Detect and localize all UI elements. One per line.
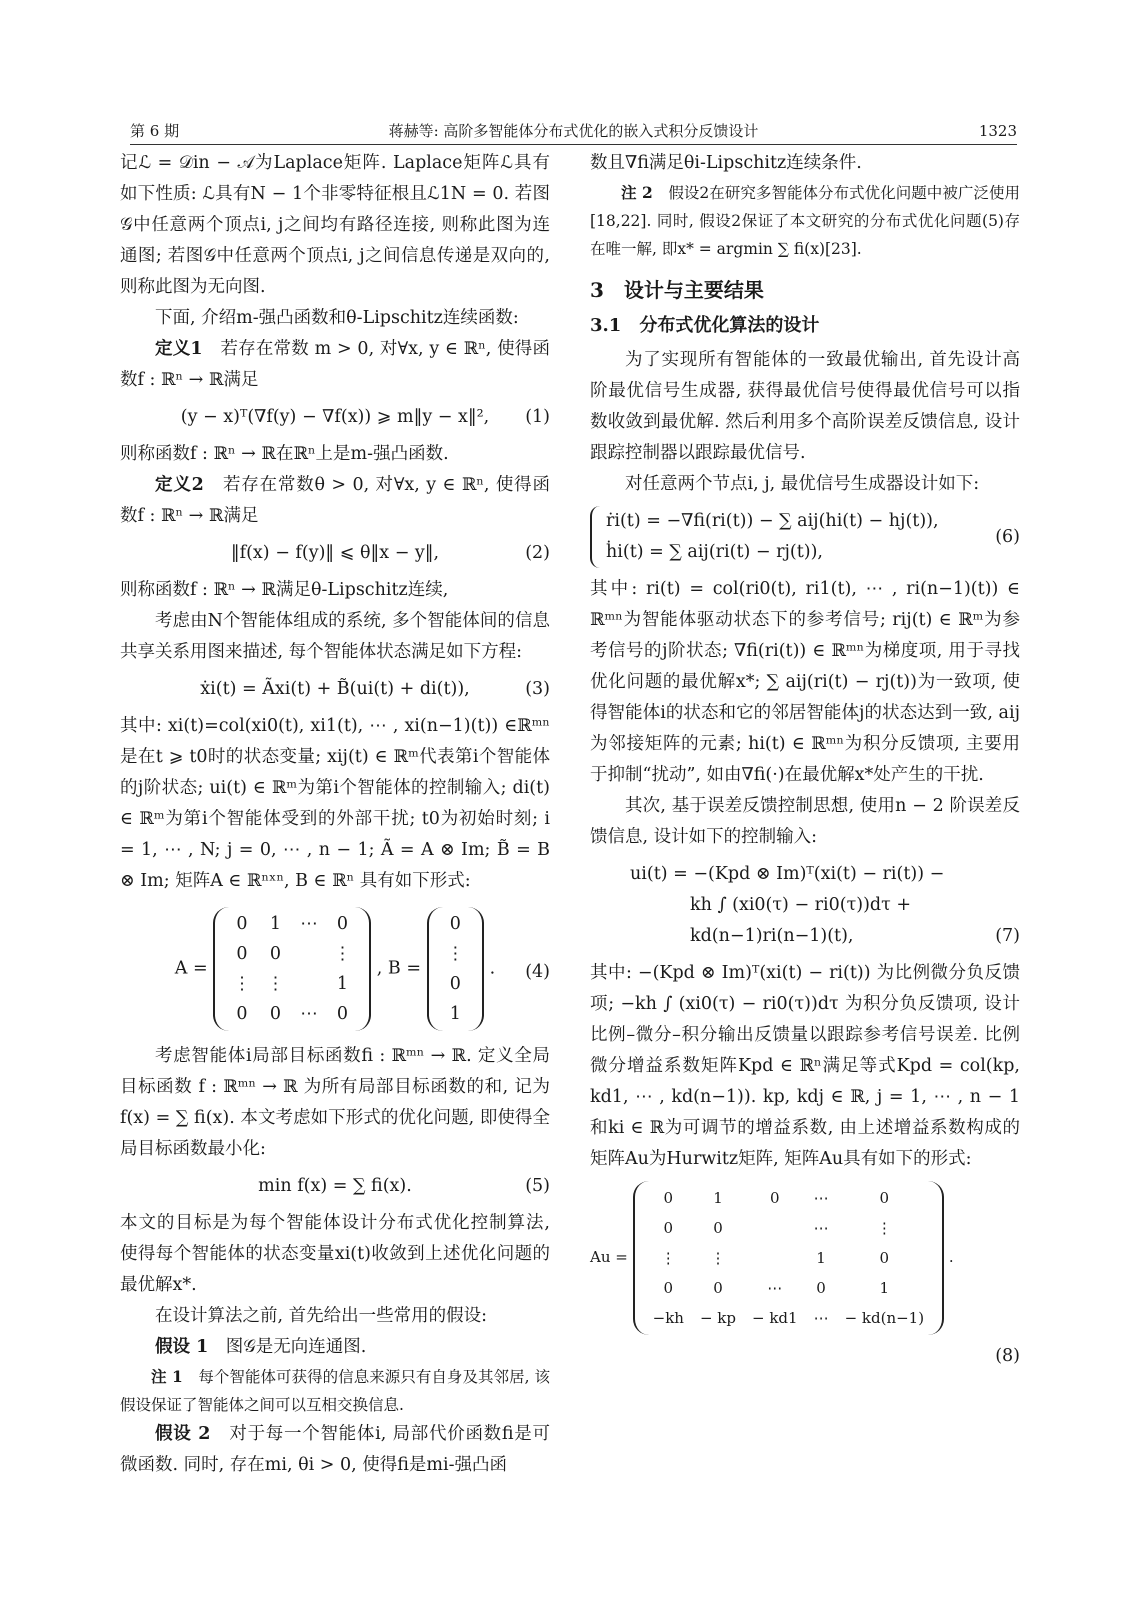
definition-1 xyxy=(120,334,550,396)
assumption-label: 假设 1 xyxy=(155,1337,209,1357)
paragraph: 则称函数f : ℝⁿ → ℝ在ℝⁿ上是m-强凸函数. xyxy=(120,444,449,464)
equation-4: A = 0 1 ⋯ 0 0 0 ⋮ ⋮ ⋮ 1 0 0 ⋯ 0 , B = 0 ⋮ 0 1 . (4) xyxy=(120,907,550,1031)
matrix-au-label: Au = xyxy=(590,1248,628,1266)
matrix-cell: 1 xyxy=(269,914,282,934)
matrix-a-label: A = xyxy=(174,958,208,979)
matrix-au xyxy=(633,1181,944,1335)
matrix-cell: ⋮ xyxy=(710,1249,726,1267)
equation-body: min f(x) = ∑ fi(x). xyxy=(258,1176,412,1196)
equation-line: kh ∫ (xi0(τ) − ri0(τ))dτ + xyxy=(690,895,912,915)
equation-system xyxy=(590,506,1020,568)
equation-body: ẋi(t) = Ãxi(t) + B̃(ui(t) + di(t)), xyxy=(200,679,470,699)
equation-number: (4) xyxy=(525,962,550,982)
assumption-1 xyxy=(120,1332,550,1363)
matrix-cell: 1 xyxy=(879,1279,890,1297)
paragraph: 为了实现所有智能体的一致最优输出, 首先设计高阶最优信号生成器, 获得最优信号使得最优信号可以指数收敛到最优解. 然后利用多个高阶误差反馈信息, 设计跟踪控制器以跟踪最优信号. xyxy=(590,350,1020,463)
paragraph: 其中: xi(t)=col(xi0(t), xi1(t), ⋯ , xi(n−1)(t)) ∈ℝᵐⁿ是在t ⩾ t0时的状态变量; xij(t) ∈ ℝᵐ代表第i个智能体的j阶状态; ui(t) ∈ ℝᵐ为第i个智能体的控制输入; di(t) ∈ ℝᵐ为第i个智能体受到的外部干扰; t0为初始时刻; i = 1, ⋯ , N; j = 0, ⋯ , n − 1; Ã = A ⊗ Im; B̃ = B ⊗ Im; 矩阵A ∈ ℝⁿˣⁿ, B ∈ ℝⁿ 具有如下形式: xyxy=(120,716,550,891)
note-2 xyxy=(590,179,1020,263)
matrix-cell: 0 xyxy=(269,944,282,964)
paragraph: 其中: −(Kpd ⊗ Im)ᵀ(xi(t) − ri(t)) 为比例微分负反馈项; −kh ∫ (xi0(τ) − ri0(τ))dτ 为积分负反馈项, 设计比例–微分–积分输出反馈量以跟踪参考信号误差. 比例微分增益系数矩阵Kpd ∈ ℝⁿ满足等式Kpd = col(kp, kd1, ⋯ , kd(n−1)). kp, kdj ∈ ℝ, j = 1, ⋯ , n − 1和ki ∈ ℝ为可调节的增益系数, 由上述增益系数构成的矩阵Au为Hurwitz矩阵, 矩阵Au具有如下的形式: xyxy=(590,963,1020,1169)
left-column xyxy=(120,148,550,1481)
equation-number: (2) xyxy=(525,543,550,563)
matrix-cell: ⋯ xyxy=(300,1004,318,1024)
matrix-a xyxy=(213,907,371,1031)
note-label: 注 2 xyxy=(621,183,653,202)
matrix-row xyxy=(439,909,473,939)
matrix-cell: ⋯ xyxy=(813,1309,829,1327)
equation-8: Au = 0 1 0 ⋯ 0 0 0 ⋯ ⋮ ⋮ ⋮ 1 0 0 0 ⋯ 0 1 −kh − kp − kd1 ⋯ − kd(n−1) . xyxy=(590,1181,1020,1335)
paragraph: 记ℒ = 𝒟in − 𝒜为Laplace矩阵. Laplace矩阵ℒ具有如下性质: ℒ具有N − 1个非零特征根且ℒ1N = 0. 若图𝒢中任意两个顶点i, j之间均有路径连接, 则称此图为连通图; 若图𝒢中任意两个顶点i, j之间信息传递是双向的, 则称此图为无向图. xyxy=(120,153,550,297)
matrix-cell: 0 xyxy=(663,1189,674,1207)
matrix-cell: − kp xyxy=(699,1309,736,1327)
matrix-cell: 1 xyxy=(449,1004,461,1024)
matrix-row xyxy=(225,939,359,969)
equation-number: (8) xyxy=(995,1346,1020,1366)
assumption-2 xyxy=(120,1419,550,1481)
matrix-cell: ⋯ xyxy=(813,1219,829,1237)
equation-line: kd(n−1)ri(n−1)(t), xyxy=(690,926,854,946)
note-text: 假设2在研究多智能体分布式优化问题中被广泛使用[18,22]. 同时, 假设2保证了本文研究的分布式优化问题(5)存在唯一解, 即x* = argmin ∑ fi(x)[23]. xyxy=(590,184,1020,258)
equation-number: (7) xyxy=(995,926,1020,946)
matrix-cell: −kh xyxy=(652,1309,684,1327)
matrix-cell: 0 xyxy=(663,1279,674,1297)
matrix-cell: 0 xyxy=(336,1004,349,1024)
equation-body: ‖f(x) − f(y)‖ ⩽ θ‖x − y‖, xyxy=(230,543,440,563)
definition-label: 定义2 xyxy=(155,475,204,495)
matrix-cell: 0 xyxy=(713,1219,723,1237)
equation-5 xyxy=(120,1171,550,1202)
assumption-label: 假设 2 xyxy=(155,1424,211,1444)
matrix-cell: 0 xyxy=(713,1279,723,1297)
paragraph: 数且∇fi满足θi-Lipschitz连续条件. xyxy=(590,153,862,173)
note-1 xyxy=(120,1363,550,1419)
matrix-cell: 0 xyxy=(663,1219,674,1237)
matrix-row xyxy=(439,999,473,1029)
matrix-row xyxy=(645,1243,932,1273)
equation-number: (1) xyxy=(525,407,550,427)
equation-1 xyxy=(120,402,550,433)
matrix-cell: ⋮ xyxy=(266,974,285,994)
page-number: 1323 xyxy=(978,122,1017,140)
matrix-cell: 1 xyxy=(336,974,349,994)
assumption-text: 对于每一个智能体i, 局部代价函数fi是可微函数. 同时, 存在mi, θi > 0, 使得fi是mi-强凸函 xyxy=(120,1424,550,1475)
paragraph: 在设计算法之前, 首先给出一些常用的假设: xyxy=(155,1306,488,1326)
paragraph: 对任意两个节点i, j, 最优信号生成器设计如下: xyxy=(625,474,980,494)
equation-line: ui(t) = −(Kpd ⊗ Im)ᵀ(xi(t) − ri(t)) − xyxy=(630,864,945,884)
matrix-cell: ⋯ xyxy=(300,914,318,934)
matrix-row xyxy=(645,1303,932,1333)
paragraph: 其次, 基于误差反馈控制思想, 使用n − 2 阶误差反馈信息, 设计如下的控制输入: xyxy=(590,796,1020,847)
equation-6 xyxy=(590,506,1020,568)
equation-2 xyxy=(120,538,550,569)
matrix-row xyxy=(645,1183,932,1213)
equation-line: ṙi(t) = −∇fi(ri(t)) − ∑ aij(hi(t) − hj(t)), xyxy=(606,511,939,531)
matrix-cell: 0 xyxy=(879,1249,890,1267)
matrix-row xyxy=(225,969,359,999)
matrix-cell xyxy=(744,1213,806,1243)
running-header xyxy=(130,116,1017,145)
equation-number: (6) xyxy=(995,527,1020,547)
matrix-cell: 0 xyxy=(449,914,461,934)
matrix-cell: 0 xyxy=(269,1004,282,1024)
assumption-text: 图𝒢是无向连通图. xyxy=(225,1337,367,1357)
matrix-cell: 0 xyxy=(879,1189,890,1207)
matrix-cell xyxy=(292,969,326,999)
matrix-cell: ⋮ xyxy=(333,944,352,964)
matrix-row xyxy=(225,999,359,1029)
matrix-cell: 0 xyxy=(816,1279,826,1297)
matrix-cell: ⋮ xyxy=(876,1219,892,1237)
matrix-cell: 0 xyxy=(770,1189,780,1207)
matrix-row xyxy=(645,1273,932,1303)
equation-body: (y − x)ᵀ(∇f(y) − ∇f(x)) ⩾ m‖y − x‖², xyxy=(180,407,490,427)
matrix-cell xyxy=(292,939,326,969)
matrix-cell: ⋮ xyxy=(660,1249,676,1267)
matrix-cell: ⋯ xyxy=(813,1189,829,1207)
paragraph: 考虑智能体i局部目标函数fi : ℝᵐⁿ → ℝ. 定义全局目标函数 f : ℝᵐⁿ → ℝ 为所有局部目标函数的和, 记为f(x) = ∑ fi(x). 本文考虑如下形式的优化问题, 即使得全局目标函数最小化: xyxy=(120,1046,550,1159)
right-column xyxy=(590,148,1020,1372)
matrix-cell: 0 xyxy=(236,914,248,934)
matrix-cell: 1 xyxy=(713,1189,723,1207)
issue-number: 第 6 期 xyxy=(130,122,180,140)
paragraph: 下面, 介绍m-强凸函数和θ-Lipschitz连续函数: xyxy=(155,308,519,328)
matrix-cell xyxy=(744,1243,806,1273)
equation-7 xyxy=(590,859,1020,952)
definition-label: 定义1 xyxy=(155,339,203,359)
equation-number: (5) xyxy=(525,1176,550,1196)
matrix-cell: 0 xyxy=(236,1004,248,1024)
matrix-cell: ⋯ xyxy=(767,1279,783,1297)
matrix-row xyxy=(645,1213,932,1243)
definition-2 xyxy=(120,470,550,532)
section-heading: 3 设计与主要结果 xyxy=(590,278,764,302)
paragraph: 考虑由N个智能体组成的系统, 多个智能体间的信息共享关系用图来描述, 每个智能体状态满足如下方程: xyxy=(120,611,550,662)
running-title: 蒋赫等: 高阶多智能体分布式优化的嵌入式积分反馈设计 xyxy=(388,122,759,140)
paragraph: 则称函数f : ℝⁿ → ℝ满足θ-Lipschitz连续, xyxy=(120,580,449,600)
matrix-cell: ⋮ xyxy=(446,944,465,964)
definition-text: 若存在常数 m > 0, 对∀x, y ∈ ℝⁿ, 使得函数f : ℝⁿ → ℝ满足 xyxy=(120,339,550,390)
matrix-cell: 0 xyxy=(449,974,461,994)
matrix-cell: 1 xyxy=(816,1249,826,1267)
matrix-cell: − kd1 xyxy=(751,1309,798,1327)
equation-line: ḣi(t) = ∑ aij(ri(t) − rj(t)), xyxy=(606,542,823,562)
equation-number: (3) xyxy=(525,679,550,699)
note-text: 每个智能体可获得的信息来源只有自身及其邻居, 该假设保证了智能体之间可以互相交换信息. xyxy=(120,1368,550,1414)
matrix-row xyxy=(439,969,473,999)
equation-3 xyxy=(120,674,550,705)
matrix-b xyxy=(427,907,485,1031)
note-label: 注 1 xyxy=(151,1367,183,1386)
definition-text: 若存在常数θ > 0, 对∀x, y ∈ ℝⁿ, 使得函数f : ℝⁿ → ℝ满足 xyxy=(120,475,550,526)
subsection-heading: 3.1 分布式优化算法的设计 xyxy=(590,315,820,336)
matrix-cell: ⋮ xyxy=(233,974,251,994)
matrix-cell: − kd(n−1) xyxy=(844,1309,925,1327)
matrix-row xyxy=(439,939,473,969)
paragraph: 本文的目标是为每个智能体设计分布式优化控制算法, 使得每个智能体的状态变量xi(t)收敛到上述优化问题的最优解x*. xyxy=(120,1213,550,1295)
matrix-cell: 0 xyxy=(236,944,248,964)
matrix-row xyxy=(225,909,359,939)
paragraph: 其中: ri(t) = col(ri0(t), ri1(t), ⋯ , ri(n−1)(t)) ∈ ℝᵐⁿ为智能体驱动状态下的参考信号; rij(t) ∈ ℝᵐ为参考信号的j阶状态; ∇fi(ri(t)) ∈ ℝᵐⁿ为梯度项, 用于寻找优化问题的最优解x*; ∑ aij(ri(t) − rj(t))为一致项, 使得智能体i的状态和它的邻居智能体j的状态达到一致, aij为邻接矩阵的元素; hi(t) ∈ ℝᵐⁿ为积分反馈项, 主要用于抑制“扰动”, 如由∇fi(·)在最优解x*处产生的干扰. xyxy=(590,579,1020,785)
matrix-cell: 0 xyxy=(336,914,349,934)
matrix-b-label: , B = xyxy=(376,958,421,979)
